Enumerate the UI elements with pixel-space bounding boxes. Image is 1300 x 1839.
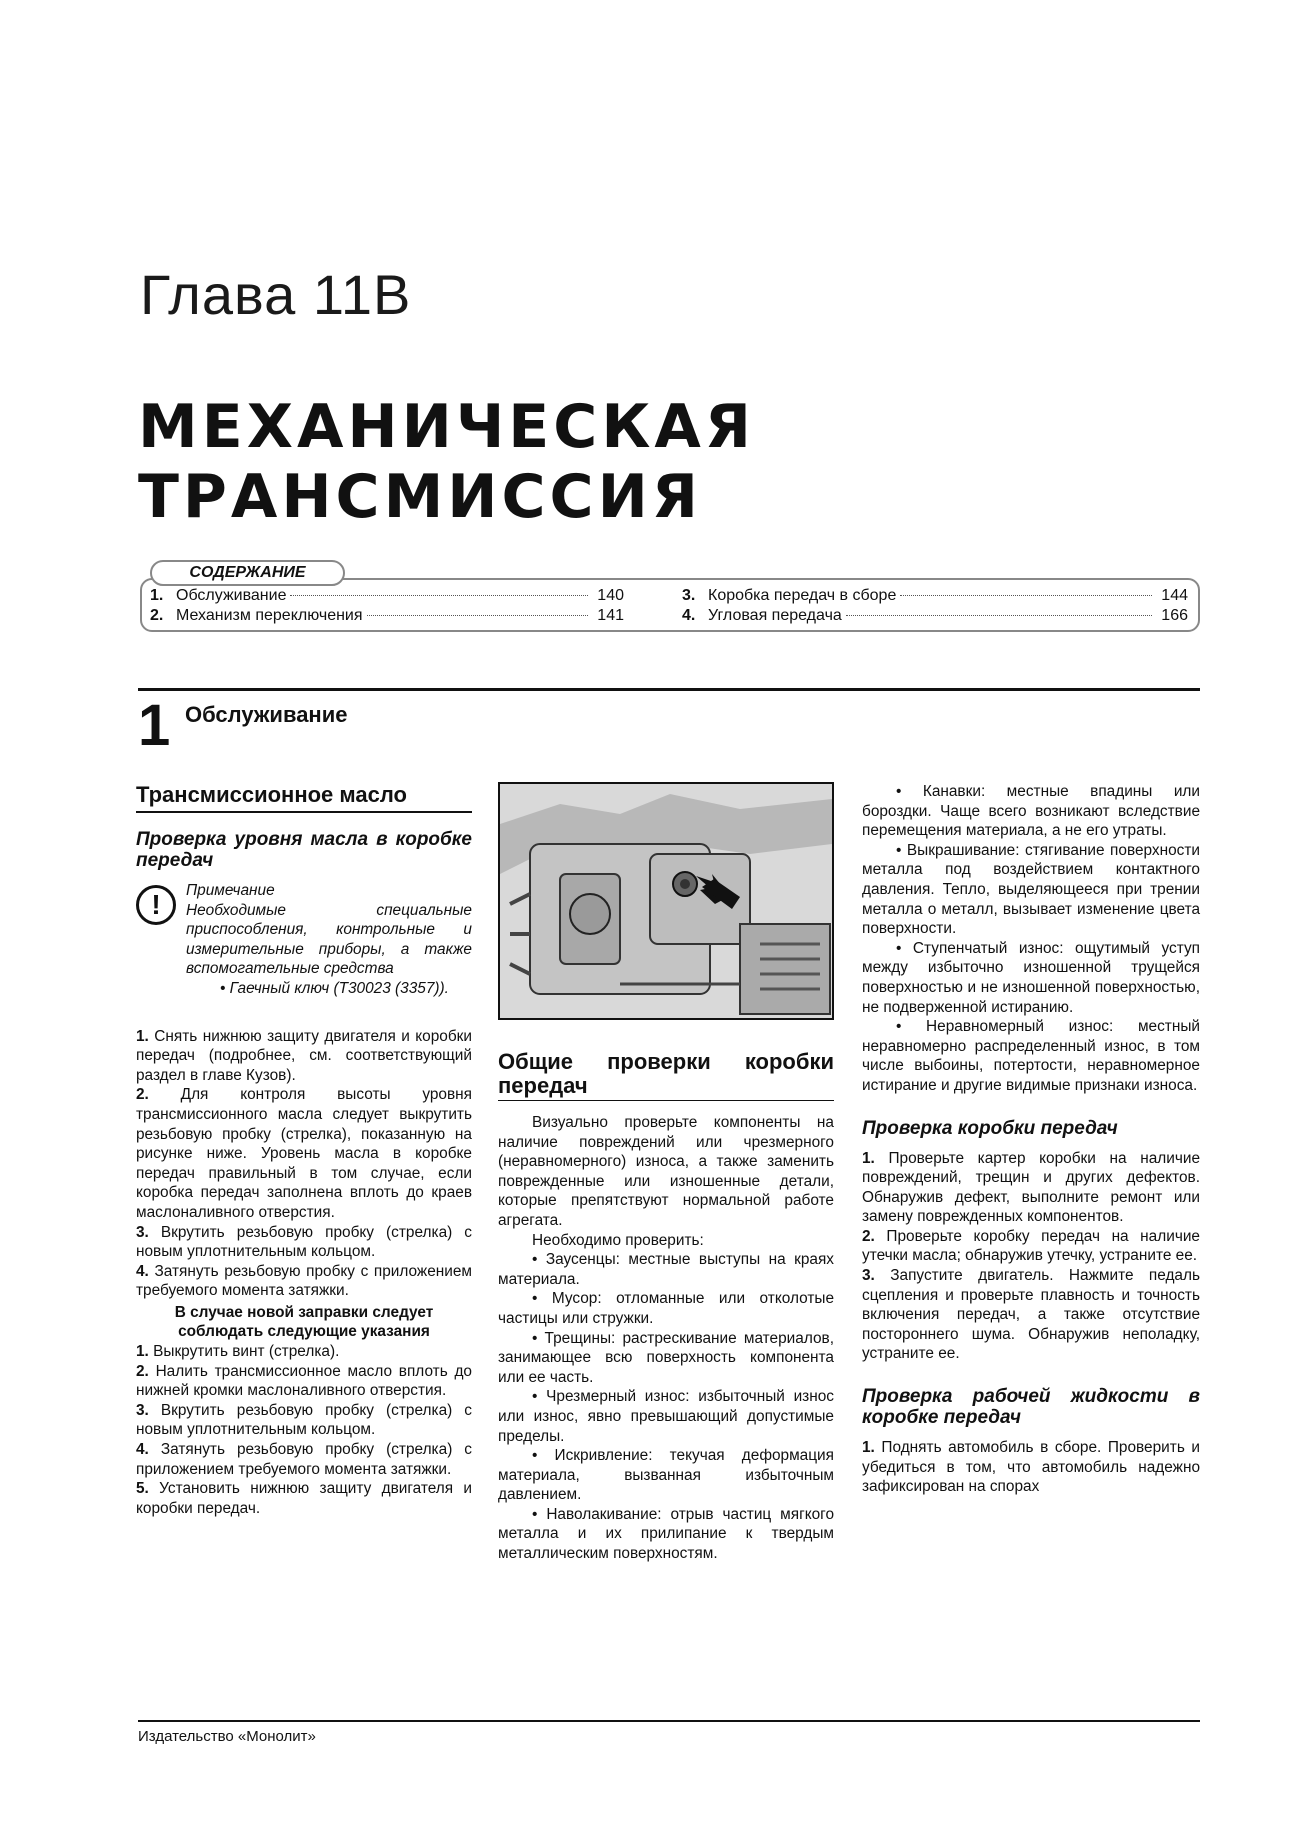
bullet-item: • Ступенчатый износ: ощутимый уступ между избыточно изношенной трущейся поверхностью и не изношенной поверхностью, не подверженной истиранию. bbox=[862, 939, 1200, 1016]
step bbox=[136, 1223, 472, 1262]
note-text: Необходимые специальные приспособления, контрольные и измерительные приборы, а также вспомогательные средства bbox=[186, 901, 472, 978]
step-num: 1. bbox=[136, 1027, 149, 1045]
step-num: 1. bbox=[862, 1439, 875, 1457]
col1-heading: Трансмиссионное масло bbox=[136, 782, 472, 813]
step-text: Налить трансмиссионное масло вплоть до нижней кромки маслоналивного отверстия. bbox=[136, 1362, 472, 1400]
toc-item-title: Механизм переключения bbox=[176, 607, 363, 624]
refill-heading: В случае новой заправки следует соблюдать следующие указания bbox=[174, 1303, 434, 1341]
toc-item-num: 1. bbox=[150, 587, 164, 604]
step bbox=[136, 1362, 472, 1401]
step-num: 2. bbox=[136, 1362, 149, 1380]
step-text: Запустите двигатель. Нажмите педаль сцепления и проверьте плавность и точность включения передач, а также отсутствие постороннего шума. Обнаружив неполадку, устраните ее. bbox=[862, 1267, 1200, 1363]
toc-item[interactable] bbox=[682, 586, 1188, 606]
step bbox=[136, 1401, 472, 1440]
chapter-title bbox=[138, 392, 755, 532]
footer-rule bbox=[138, 1720, 1200, 1722]
bullet-item: • Наволакивание: отрыв частиц мягкого металла и их прилипание к твердым металлическим поверхностям. bbox=[498, 1505, 834, 1563]
step bbox=[862, 1149, 1200, 1227]
step bbox=[136, 1342, 472, 1362]
chapter-title-line2: ТРАНСМИССИЯ bbox=[138, 462, 702, 532]
step-text: Выкрутить винт (стрелка). bbox=[153, 1343, 340, 1361]
step-num: 2. bbox=[862, 1227, 875, 1245]
bullet-item: • Искривление: текучая деформация материала, вызванная избыточным давлением. bbox=[498, 1447, 834, 1504]
toc-item[interactable] bbox=[682, 606, 1188, 626]
step bbox=[862, 1266, 1200, 1364]
col2-check-intro: Необходимо проверить: bbox=[532, 1231, 704, 1249]
step bbox=[136, 1262, 472, 1301]
step-num: 5. bbox=[136, 1480, 149, 1498]
toc-leader bbox=[290, 595, 588, 596]
step bbox=[862, 1227, 1200, 1266]
toc-leader bbox=[900, 595, 1152, 596]
toc-item[interactable] bbox=[150, 586, 624, 606]
bullet-item: • Мусор: отломанные или отколотые частицы или стружки. bbox=[498, 1290, 834, 1327]
gearbox-photo-illustration bbox=[500, 784, 832, 1018]
col1-subheading: Проверка уровня масла в коробке передач bbox=[136, 829, 472, 871]
toc-item-num: 3. bbox=[682, 587, 696, 604]
toc-item-title: Коробка передач в сборе bbox=[708, 587, 897, 604]
section-rule bbox=[138, 688, 1200, 691]
bullet-item: • Канавки: местные впадины или бороздки. Чаще всего возникают вследствие перемещения материала, а не его утраты. bbox=[862, 783, 1200, 840]
toc-item-title: Угловая передача bbox=[708, 607, 842, 624]
step bbox=[136, 1085, 472, 1222]
step-num: 2. bbox=[136, 1086, 149, 1104]
col2-heading: Общие проверки коробки передач bbox=[498, 1050, 834, 1101]
step bbox=[136, 1440, 472, 1479]
step-text: Вкрутить резьбовую пробку (стрелка) с новым уплотнительным кольцом. bbox=[136, 1223, 473, 1261]
step-num: 3. bbox=[136, 1401, 149, 1419]
step-text: Для контроля высоты уровня трансмиссионного масла следует выкрутить резьбовую пробку (стрелка), показанную на рисунке ниже. Уровень масла в коробке передач правильный в том случае, если коробка передач заполнена вплоть до краев маслоналивного отверстия. bbox=[136, 1086, 473, 1221]
step-text: Затянуть резьбовую пробку с приложением требуемого момента затяжки. bbox=[136, 1262, 473, 1300]
step bbox=[136, 1479, 472, 1518]
toc-leader bbox=[367, 615, 588, 616]
toc-column-left bbox=[150, 586, 624, 626]
col3-heading-2: Проверка рабочей жидкости в коробке передач bbox=[862, 1386, 1200, 1429]
toc-item-title: Обслуживание bbox=[176, 587, 287, 604]
step-num: 1. bbox=[136, 1343, 149, 1361]
column-2 bbox=[498, 782, 834, 1564]
bullet-item: • Выкрашивание: стягивание поверхности металла под воздействием контактного давления. Тепло, выделяющееся при трении металла о металл, вызывает изменение цвета поверхности. bbox=[862, 841, 1200, 938]
toc-column-right bbox=[682, 586, 1188, 626]
step-num: 4. bbox=[136, 1441, 149, 1459]
step-text: Снять нижнюю защиту двигателя и коробки передач (подробнее, см. соответствующий раздел в главе Кузов). bbox=[136, 1027, 473, 1084]
col2-intro: Визуально проверьте компоненты на наличие повреждений или чрезмерного (неравномерного) износа, а также заменить поврежденные или изношенные детали, которые препятствуют нормальной работе агрегата. bbox=[498, 1114, 834, 1229]
step-text: Установить нижнюю защиту двигателя и коробки передач. bbox=[136, 1480, 472, 1517]
bullet-item: • Неравномерный износ: местный неравномерно распределенный износ, в том числе выбоины, потертости, неравномерное истирание и другие видимые признаки износа. bbox=[862, 1018, 1200, 1094]
note-title: Примечание bbox=[186, 882, 275, 899]
note-body bbox=[186, 881, 472, 999]
step bbox=[862, 1438, 1200, 1497]
warning-icon: ! bbox=[136, 885, 176, 925]
bullet-item: • Чрезмерный износ: избыточный износ или износ, явно превышающий допустимые пределы. bbox=[498, 1388, 834, 1445]
section-title: Обслуживание bbox=[185, 702, 348, 727]
bullet-item: • Заусенцы: местные выступы на краях материала. bbox=[498, 1251, 834, 1288]
column-1 bbox=[136, 782, 472, 1518]
note-block bbox=[136, 881, 472, 999]
step-num: 4. bbox=[136, 1262, 149, 1280]
step-text: Проверьте картер коробки на наличие повреждений, трещин и других дефектов. Обнаружив дефект, выполните ремонт или замену поврежденных компонентов. bbox=[862, 1149, 1201, 1226]
note-bullet: • Гаечный ключ (T30023 (3357)). bbox=[220, 979, 449, 997]
footer-publisher: Издательство «Монолит» bbox=[138, 1728, 316, 1745]
chapter-label: Глава 11В bbox=[140, 263, 412, 326]
toc-leader bbox=[846, 615, 1152, 616]
bullet-item: • Трещины: растрескивание материалов, занимающее всю поверхность компонента или ее часть. bbox=[498, 1329, 834, 1386]
toc-item[interactable] bbox=[150, 606, 624, 626]
toc-heading: СОДЕРЖАНИЕ bbox=[150, 560, 345, 586]
toc-item-page: 166 bbox=[1161, 607, 1188, 624]
toc-item-page: 144 bbox=[1161, 587, 1188, 604]
step bbox=[136, 1027, 472, 1086]
step-num: 1. bbox=[862, 1149, 875, 1167]
step-text: Проверьте коробку передач на наличие утечки масла; обнаружив утечку, устраните ее. bbox=[862, 1227, 1200, 1265]
step-text: Затянуть резьбовую пробку (стрелка) с приложением требуемого момента затяжки. bbox=[136, 1441, 472, 1478]
toc-item-page: 140 bbox=[597, 587, 624, 604]
chapter-title-line1: МЕХАНИЧЕСКАЯ bbox=[138, 392, 756, 462]
step-num: 3. bbox=[136, 1223, 149, 1241]
toc-item-num: 4. bbox=[682, 607, 696, 624]
gearbox-photo bbox=[498, 782, 834, 1020]
section-number: 1 bbox=[138, 693, 171, 758]
column-3 bbox=[862, 782, 1200, 1497]
toc-item-num: 2. bbox=[150, 607, 164, 624]
step-text: Поднять автомобиль в сборе. Проверить и убедиться в том, что автомобиль надежно зафиксирован на спорах bbox=[862, 1439, 1201, 1496]
toc-item-page: 141 bbox=[597, 607, 624, 624]
col3-heading-1: Проверка коробки передач bbox=[862, 1117, 1118, 1139]
step-text: Вкрутить резьбовую пробку (стрелка) с новым уплотнительным кольцом. bbox=[136, 1401, 473, 1439]
step-num: 3. bbox=[862, 1267, 875, 1285]
